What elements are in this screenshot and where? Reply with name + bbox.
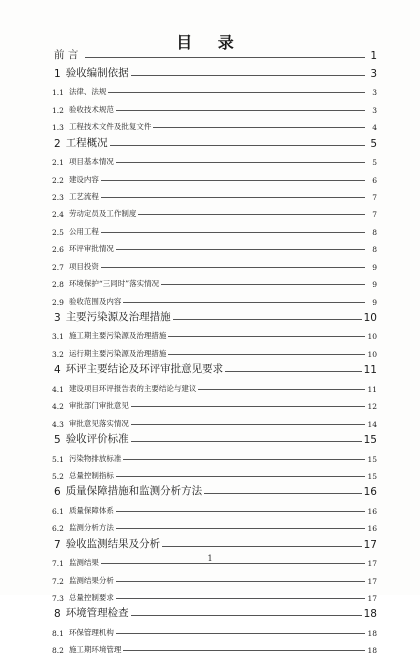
toc-entry-title: 质量保障体系: [68, 505, 114, 515]
toc-entry-page: 18: [367, 646, 377, 655]
toc-entry: [52, 237, 377, 254]
toc-leader-line: [116, 581, 365, 582]
toc-entry-page: 11: [367, 384, 377, 394]
toc-entry-page: 18: [363, 608, 377, 621]
toc-leader-line: [198, 389, 365, 390]
toc-entry-page: 10: [363, 312, 377, 324]
toc-entry-page: 3: [372, 105, 377, 115]
toc-entry-page: 9: [372, 297, 377, 307]
toc-entry-number: 4.3: [52, 419, 64, 429]
toc-leader-line: [153, 127, 365, 128]
toc-entry-page: 9: [372, 280, 377, 290]
toc-entry-page: 4: [372, 123, 377, 133]
toc-entry: [52, 411, 377, 428]
toc-entry-number: 7.1: [52, 559, 64, 569]
toc-leader-line: [168, 354, 365, 355]
toc-entry-title: 环保管理机构: [68, 627, 114, 637]
toc-entry-page: 8: [372, 227, 377, 237]
toc-entry-page: 9: [372, 262, 377, 272]
toc-entry-number: 4.1: [52, 384, 64, 394]
toc-entry-page: 10: [367, 332, 377, 342]
toc-leader-line: [173, 319, 362, 320]
toc-entry: [52, 620, 377, 637]
toc-entry-page: 17: [367, 559, 377, 569]
toc-entry-page: 5: [370, 137, 377, 150]
toc-entry-number: 3.2: [52, 349, 64, 359]
toc-entry-page: 17: [367, 594, 377, 603]
toc-entry-title: 验收范围及内容: [68, 296, 122, 306]
toc-leader-line: [225, 371, 361, 372]
toc-entry-title: 施工期主要污染源及治理措施: [68, 331, 167, 341]
toc-entry: [52, 446, 377, 463]
toc-entry: [52, 307, 377, 324]
toc-leader-line: [101, 197, 365, 198]
toc-entry: [52, 185, 377, 202]
toc-entry-page: 8: [372, 245, 377, 255]
toc-entry: [52, 359, 377, 376]
toc-entry-page: 17: [363, 538, 377, 551]
toc-leader-line: [123, 302, 365, 303]
toc-entry-title: 审批意见落实情况: [68, 418, 129, 428]
toc-entry-page: 14: [367, 419, 377, 429]
toc-entry-title: 项目基本情况: [68, 157, 114, 167]
toc-entry-title: 验收评价标准: [65, 433, 129, 446]
toc-entry-page: 15: [363, 434, 377, 447]
toc-entry-number: 2.2: [52, 175, 64, 185]
toc-entry: [52, 80, 377, 97]
toc-entry: [52, 516, 377, 533]
toc-list: [52, 45, 377, 655]
toc-entry: [52, 341, 377, 358]
toc-entry-number: 1.1: [52, 88, 64, 98]
toc-entry-page: 17: [367, 576, 377, 586]
toc-entry-number: 2.3: [52, 192, 64, 202]
toc-entry-title: 工程概况: [65, 136, 108, 149]
toc-entry-number: 6.1: [52, 506, 64, 516]
toc-entry-number: 5: [54, 434, 61, 447]
toc-entry: [52, 272, 377, 289]
toc-entry-page: 11: [363, 364, 377, 377]
toc-entry-page: 15: [367, 471, 377, 481]
toc-entry: [52, 202, 377, 219]
toc-leader-line: [123, 650, 365, 651]
toc-entry: [52, 45, 377, 62]
toc-entry-page: 3: [370, 67, 377, 80]
toc-leader-line: [131, 441, 362, 442]
toc-leader-line: [116, 528, 365, 529]
toc-entry-number: 8.2: [52, 646, 64, 655]
toc-entry-title: 质量保障措施和监测分析方法: [65, 485, 203, 498]
toc-entry-page: 10: [367, 349, 377, 359]
toc-entry-page: 6: [372, 175, 377, 185]
toc-entry-number: 6: [54, 486, 61, 499]
toc-entry-title: 监测分析方法: [68, 523, 114, 533]
toc-entry-title: 验收编制依据: [65, 66, 129, 79]
toc-entry: [52, 586, 377, 603]
toc-entry: [52, 533, 377, 550]
toc-entry-number: 7.2: [52, 576, 64, 586]
toc-entry: [52, 219, 377, 236]
page-title: 目 录: [176, 33, 244, 52]
toc-entry: [52, 603, 377, 620]
toc-entry: [52, 289, 377, 306]
toc-leader-line: [116, 110, 365, 111]
toc-leader-line: [116, 249, 365, 250]
toc-leader-line: [131, 615, 362, 616]
toc-entry-title: 总量控制指标: [68, 470, 114, 480]
toc-entry: [52, 150, 377, 167]
toc-entry-number: 4.2: [52, 402, 64, 412]
toc-entry-number: 1.2: [52, 105, 64, 115]
toc-entry-number: 2: [54, 137, 61, 150]
toc-entry: [52, 568, 377, 585]
toc-entry-title: 验收监测结果及分析: [65, 537, 161, 550]
toc-entry-number: 2.7: [52, 262, 64, 272]
toc-entry-title: 项目投资: [68, 261, 99, 271]
toc-entry-title: 总量控制要求: [68, 593, 114, 602]
toc-entry-number: 5.2: [52, 471, 64, 481]
toc-entry-page: 16: [363, 486, 377, 499]
toc-entry: [52, 254, 377, 271]
toc-entry-page: 18: [367, 628, 377, 638]
toc-entry-title: 审批部门审批意见: [68, 401, 129, 411]
toc-entry: [52, 638, 377, 655]
toc-leader-line: [101, 232, 365, 233]
toc-entry: [52, 97, 377, 114]
toc-entry-title: 监测结果分析: [68, 575, 114, 585]
page-number: 1: [207, 554, 213, 563]
toc-entry-number: 3.1: [52, 332, 64, 342]
toc-leader-line: [116, 511, 365, 512]
toc-entry: [52, 115, 377, 132]
toc-entry-title: 法律、法规: [68, 87, 107, 97]
toc-leader-line: [108, 92, 365, 93]
toc-entry-number: 8.1: [52, 628, 64, 638]
toc-leader-line: [116, 476, 365, 477]
toc-entry: [52, 429, 377, 446]
toc-entry-number: 1: [54, 67, 61, 80]
toc-entry-number: 3: [54, 312, 61, 324]
toc-entry-number: 2.1: [52, 158, 64, 168]
toc-leader-line: [116, 598, 365, 599]
toc-entry-title: 主要污染源及治理措施: [65, 311, 171, 323]
toc-entry-page: 5: [372, 158, 377, 168]
toc-entry-title: 建设项目环评报告表的主要结论与建议: [68, 383, 197, 393]
toc-entry-title: 公用工程: [68, 226, 99, 236]
toc-entry-number: 7: [54, 538, 61, 551]
toc-entry-title: 施工期环境管理: [68, 645, 122, 655]
toc-entry-number: 2.4: [52, 210, 64, 220]
toc-entry-title: 验收技术规范: [68, 104, 114, 114]
toc-entry-page: 16: [367, 524, 377, 534]
toc-entry-page: 15: [367, 454, 377, 464]
toc-leader-line: [123, 459, 365, 460]
toc-entry-page: 12: [367, 402, 377, 412]
toc-entry-page: 16: [367, 506, 377, 516]
toc-entry-number: 7.3: [52, 594, 64, 603]
toc-entry-number: 8: [54, 608, 61, 621]
toc-leader-line: [204, 493, 361, 494]
toc-leader-line: [131, 406, 365, 407]
toc-leader-line: [101, 267, 365, 268]
toc-entry-title: 环评审批情况: [68, 244, 114, 254]
toc-leader-line: [116, 633, 365, 634]
toc-entry-page: 7: [372, 192, 377, 202]
toc-entry-title: 环评主要结论及环评审批意见要求: [65, 363, 224, 376]
toc-entry-title: 污染物排放标准: [68, 453, 122, 463]
toc-entry-number: 2.9: [52, 297, 64, 307]
toc-entry-page: 7: [372, 210, 377, 220]
toc-entry-title: 劳动定员及工作制度: [68, 209, 137, 219]
toc-entry-title: 环境保护“三同时”落实情况: [68, 279, 160, 289]
toc-leader-line: [138, 214, 365, 215]
toc-leader-line: [162, 546, 361, 547]
toc-entry: [52, 62, 377, 79]
toc-leader-line: [101, 180, 365, 181]
toc-entry-number: 6.2: [52, 524, 64, 534]
toc-entry-title: 工艺流程: [68, 191, 99, 201]
toc-entry: [52, 481, 377, 498]
toc-entry-title: 工程技术文件及批复文件: [68, 122, 152, 132]
toc-entry: [52, 132, 377, 149]
toc-entry-number: 前 言: [54, 49, 79, 62]
toc-leader-line: [131, 75, 365, 76]
toc-entry: [52, 376, 377, 393]
toc-entry: [52, 394, 377, 411]
toc-leader-line: [168, 336, 365, 337]
toc-entry-title: 建设内容: [68, 174, 99, 184]
toc-leader-line: [101, 563, 365, 564]
toc-entry-number: 5.1: [52, 454, 64, 464]
toc-entry-page: 3: [372, 88, 377, 98]
toc-entry-number: 2.5: [52, 227, 64, 237]
toc-leader-line: [131, 424, 365, 425]
toc-entry-number: 2.8: [52, 280, 64, 290]
toc-leader-line: [85, 57, 365, 58]
toc-entry: [52, 324, 377, 341]
toc-entry-page: 1: [370, 50, 377, 63]
toc-entry-title: 运行期主要污染源及治理措施: [68, 348, 167, 358]
toc-entry: [52, 167, 377, 184]
toc-entry-number: 4: [54, 364, 61, 377]
toc-entry-title: 监测结果: [68, 558, 99, 568]
toc-leader-line: [116, 162, 365, 163]
toc-entry-title: 环境管理检查: [65, 607, 129, 620]
toc-entry: [52, 464, 377, 481]
toc-leader-line: [161, 284, 365, 285]
toc-entry: [52, 498, 377, 515]
toc-leader-line: [110, 145, 365, 146]
toc-entry-number: 1.3: [52, 123, 64, 133]
toc-entry-number: 2.6: [52, 245, 64, 255]
